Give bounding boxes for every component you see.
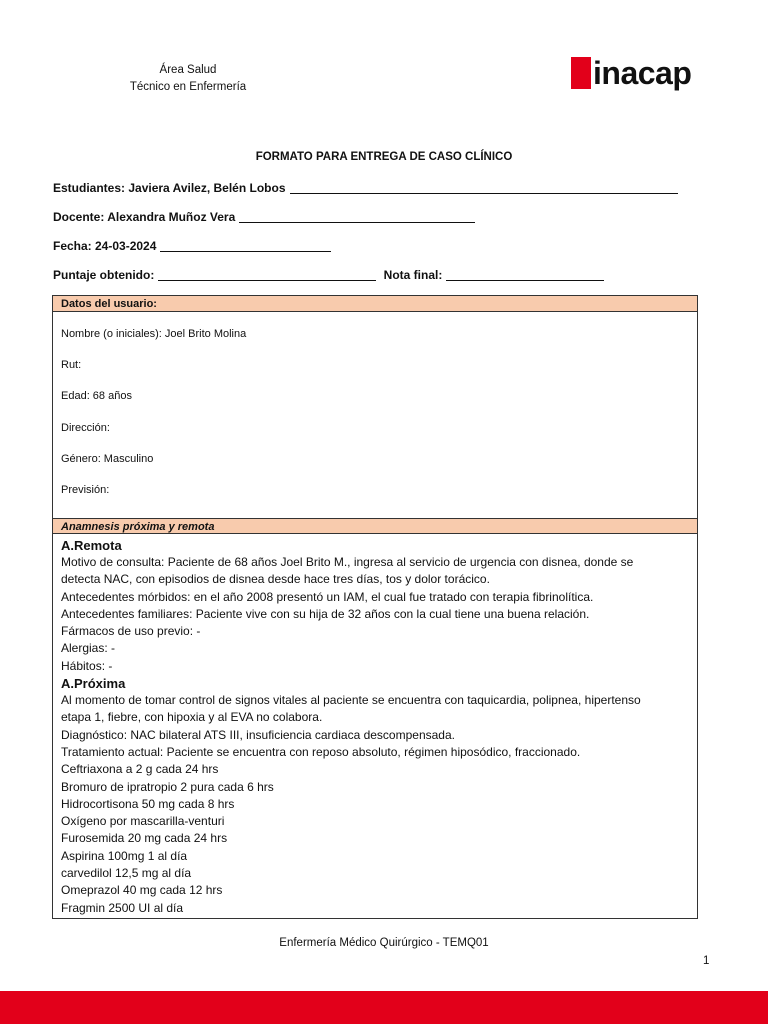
remota-line: Antecedentes familiares: Paciente vive con su hija de 32 años con la cual tiene una buena relación.: [61, 606, 590, 621]
inacap-logo: [571, 52, 691, 94]
final-grade-label: Nota final:: [383, 268, 443, 282]
user-data-block: [53, 312, 697, 518]
user-age-line: Edad: 68 años: [61, 390, 132, 403]
area-label: Área Salud: [159, 64, 217, 76]
teacher-blank-line: [239, 210, 475, 223]
score-label: Puntaje obtenido:: [53, 268, 155, 282]
logo-mark-icon: [571, 57, 591, 89]
date-field: [53, 239, 331, 253]
user-rut-line: Rut:: [61, 359, 82, 372]
logo-text: inacap: [593, 55, 692, 91]
clinical-case-table: [52, 295, 698, 919]
proxima-line: Ceftriaxona a 2 g cada 24 hrs: [61, 762, 219, 777]
remota-line: Fármacos de uso previo: -: [61, 624, 201, 639]
remota-line: Antecedentes mórbidos: en el año 2008 presentó un IAM, el cual fue tratado con terapia fibrinolítica.: [61, 589, 594, 604]
footer-red-bar: [0, 991, 768, 1024]
user-gender-line: Género: Masculino: [61, 452, 154, 465]
user-insurance-line: Previsión:: [61, 483, 110, 496]
footer-course: Enfermería Médico Quirúrgico - TEMQ01: [279, 937, 489, 949]
remota-title: A.Remota: [61, 538, 122, 553]
teacher-label: Docente: Alexandra Muñoz Vera: [53, 210, 236, 224]
user-section-heading: Datos del usuario:: [53, 296, 697, 312]
final-grade-blank-line: [446, 268, 604, 281]
remota-line: Motivo de consulta: Paciente de 68 años Joel Brito M., ingresa al servicio de urgencia con disnea, donde se: [61, 555, 634, 569]
students-label: Estudiantes: Javiera Avilez, Belén Lobos: [53, 181, 286, 195]
score-field: [53, 268, 604, 282]
user-address-line: Dirección:: [61, 421, 110, 434]
proxima-line: Oxígeno por mascarilla-venturi: [61, 814, 225, 829]
proxima-line: Omeprazol 40 mg cada 12 hrs: [61, 883, 223, 898]
remota-line: detecta NAC, con episodios de disnea desde hace tres días, tos y dolor torácico.: [61, 572, 490, 587]
teacher-field: [53, 210, 475, 224]
user-name-line: Nombre (o iniciales): Joel Brito Molina: [61, 328, 247, 340]
program-label: Técnico en Enfermería: [129, 81, 247, 93]
proxima-line: Al momento de tomar control de signos vitales al paciente se encuentra con taquicardia, polipnea, hipertenso: [61, 693, 641, 708]
proxima-line: Tratamiento actual: Paciente se encuentra con reposo absoluto, régimen hiposódico, fraccionado.: [61, 744, 581, 759]
proxima-line: Furosemida 20 mg cada 24 hrs: [61, 831, 228, 846]
proxima-line: Fragmin 2500 UI al día: [61, 900, 184, 915]
document-title: FORMATO PARA ENTREGA DE CASO CLÍNICO: [255, 151, 513, 163]
header-left: [118, 62, 258, 96]
students-blank-line: [290, 181, 678, 194]
students-field: [53, 181, 678, 195]
proxima-title: A.Próxima: [61, 676, 126, 692]
proxima-line: carvedilol 12,5 mg al día: [61, 866, 192, 881]
score-blank-line: [158, 268, 376, 281]
remota-line: Hábitos: -: [61, 658, 113, 673]
anamnesis-body: [53, 534, 697, 917]
proxima-line: Bromuro de ipratropio 2 pura cada 6 hrs: [61, 779, 274, 794]
proxima-line: Aspirina 100mg 1 al día: [61, 848, 188, 863]
anamnesis-heading: Anamnesis próxima y remota: [53, 518, 697, 534]
proxima-line: etapa 1, fiebre, con hipoxia y al EVA no colabora.: [61, 710, 323, 725]
remota-line: Alergias: -: [61, 641, 116, 656]
proxima-line: Diagnóstico: NAC bilateral ATS III, insuficiencia cardiaca descompensada.: [61, 727, 455, 742]
proxima-line: Hidrocortisona 50 mg cada 8 hrs: [61, 796, 235, 811]
page-number: 1: [703, 955, 710, 967]
date-label: Fecha: 24-03-2024: [53, 239, 157, 253]
date-blank-line: [160, 239, 331, 252]
